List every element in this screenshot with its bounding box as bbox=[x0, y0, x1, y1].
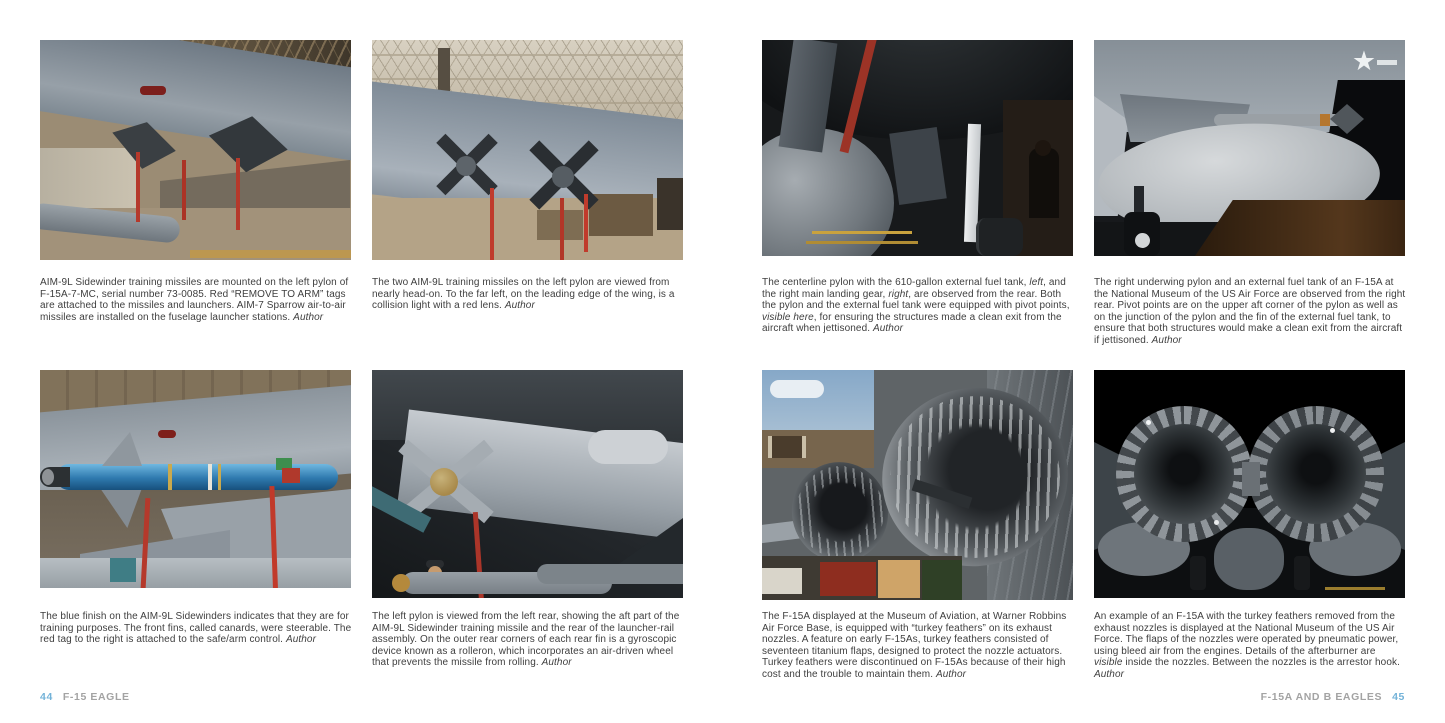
exhibit-banner-shape bbox=[820, 562, 876, 596]
remove-to-arm-tag-shape bbox=[584, 194, 588, 252]
caption-nozzles-rear: An example of an F-15A with the turkey feathers removed from the exhaust nozzles is displayed at the National Museum of the US Air Force. The flaps of the nozzles were operated by pneumatic power, using bleed air from the engines. Details of the afterburner are visible inside the nozzles. Between the nozzles is the arrestor hook. Author bbox=[1094, 611, 1400, 680]
caption-right-pylon-tank: The right underwing pylon and an external fuel tank of an F-15A at the National Museum of the US Air Force are observed from the right rear. Pivot points are on the upper aft corner of the pylon as well as on the junction of the pylon and the fin of the external fuel tank, to ensure that both structures would make a clean exit from the aircraft if jettisoned. Author bbox=[1094, 277, 1406, 346]
missile-band-shape bbox=[168, 464, 172, 490]
photo-launcher-rail-rear bbox=[372, 370, 683, 598]
photo-centerline-pylon-tank bbox=[762, 40, 1073, 256]
yellow-railing-shape bbox=[806, 241, 918, 244]
page-number-left: 44 bbox=[40, 691, 53, 703]
cloud-shape bbox=[770, 380, 824, 398]
yellow-railing-shape bbox=[812, 231, 912, 234]
caption-aim9l-left-pylon: AIM-9L Sidewinder training missiles are mounted on the left pylon of F-15A-7-MC, serial number 73-0085. Red “REMOVE TO ARM” tags are attached to the missiles and launchers. AIM-7 Sparrow air-to-air missiles are installed on the fuselage launcher stations. Author bbox=[40, 277, 349, 323]
missile-band-shape bbox=[1320, 114, 1330, 126]
footer-left bbox=[40, 691, 130, 703]
seeker-head-shape bbox=[42, 469, 54, 485]
left-nozzle-feathers-shape bbox=[796, 466, 884, 558]
caption-turkey-feathers: The F-15A displayed at the Museum of Aviation, at Warner Robbins Air Force Base, is equipped with “turkey feathers” on its exhaust nozzles. A feature on early F-15As, turkey feathers consisted of seventeen titanium flaps, designed to protect the nozzle actuators. Turkey feathers were discontinued on F-15As because of their high cost and the trouble to maintain them. Author bbox=[762, 611, 1067, 680]
landing-gear-tire-shape bbox=[976, 218, 1023, 256]
us-star-insignia-icon: ★ bbox=[1351, 46, 1377, 76]
footer-right bbox=[1261, 691, 1405, 703]
missile-nose-shape bbox=[552, 166, 574, 188]
arrestor-hook-mount-shape bbox=[1242, 462, 1260, 496]
centerline-tank-shape bbox=[1214, 528, 1284, 590]
beacon-light-shape bbox=[140, 86, 166, 95]
rail-fairing-shape bbox=[588, 430, 668, 464]
gear-door-shape bbox=[889, 127, 947, 205]
missile-band-shape bbox=[208, 464, 212, 490]
glint-shape bbox=[1214, 520, 1219, 525]
caption-aim9l-head-on: The two AIM-9L training missiles on the left pylon are viewed from nearly head-on. To the far left, on the leading edge of the wing, is a collision light with a red lens. Author bbox=[372, 277, 675, 312]
caption-launcher-rail: The left pylon is viewed from the left rear, showing the aft part of the AIM-9L Sidewinder training missile and the rear of the launcher-rail assembly. On the outer rear corners of each rear fin is a gyroscopic device known as a rolleron, which incorporates an air-driven wheel that prevents the missile from rolling. Author bbox=[372, 611, 680, 669]
visitor-head-shape bbox=[1035, 140, 1051, 156]
landing-gear-shape bbox=[1294, 556, 1310, 590]
caption-blue-sidewinder: The blue finish on the AIM-9L Sidewinders indicates that they are for training purposes. The front fins, called canards, were steerable. The red tag to the right is attached to the safe/arm control. Author bbox=[40, 611, 352, 646]
window-shape bbox=[768, 436, 806, 458]
crate-shape bbox=[589, 194, 653, 236]
exhibit-case-shape bbox=[762, 568, 802, 594]
remove-to-arm-tag-shape bbox=[560, 198, 564, 260]
right-afterburner-shape bbox=[1266, 424, 1366, 524]
photo-right-pylon-external-tank bbox=[1094, 40, 1405, 256]
footer-section-left: F-15 EAGLE bbox=[62, 691, 130, 703]
floor-marking-shape bbox=[1325, 587, 1385, 590]
exhibit-wall-shape bbox=[878, 560, 920, 598]
remove-to-arm-tag-shape bbox=[236, 158, 240, 230]
missile-seeker-shape bbox=[392, 574, 410, 592]
remove-to-arm-tag-shape bbox=[136, 152, 140, 222]
wheel-hub-shape bbox=[1135, 233, 1150, 248]
foliage-shape bbox=[922, 560, 962, 600]
equipment-shape bbox=[657, 178, 683, 230]
visitor-silhouette-shape bbox=[1029, 148, 1059, 218]
glint-shape bbox=[1146, 420, 1151, 425]
remove-to-arm-tag-shape bbox=[182, 160, 186, 220]
floor-railing-shape bbox=[190, 250, 351, 258]
photo-turkey-feathers bbox=[762, 370, 1073, 600]
photo-nozzles-rear-view bbox=[1094, 370, 1405, 598]
photo-aim9l-left-pylon bbox=[40, 40, 351, 260]
photo-aim9l-head-on bbox=[372, 40, 683, 260]
missile-band-shape bbox=[218, 464, 221, 490]
fuel-tank-end-shape bbox=[762, 128, 894, 256]
beacon-light-shape bbox=[158, 430, 176, 438]
glint-shape bbox=[1330, 428, 1335, 433]
lower-missile-shape bbox=[40, 558, 351, 588]
left-afterburner-shape bbox=[1134, 424, 1234, 524]
landing-gear-shape bbox=[1190, 556, 1206, 590]
lower-missile-shape bbox=[537, 564, 683, 584]
missile-nose-shape bbox=[456, 156, 476, 176]
rolleron-hub-shape bbox=[430, 468, 458, 496]
missile-band-shape bbox=[110, 558, 136, 582]
insignia-bar-shape bbox=[1377, 60, 1397, 65]
caption-centerline-pylon: The centerline pylon with the 610-gallon external fuel tank, left, and the right main landing gear, right, are observed from the rear. Both the pylon and the external fuel tank were equipped with pivot points, visible here, for ensuring the structures made a clean exit from the aircraft when jettisoned. Author bbox=[762, 277, 1070, 335]
right-nozzle-feathers-shape bbox=[890, 396, 1060, 558]
red-tag-shape bbox=[282, 468, 300, 483]
remove-to-arm-tag-shape bbox=[490, 188, 494, 260]
page-number-right: 45 bbox=[1392, 691, 1405, 703]
photo-blue-sidewinder bbox=[40, 370, 351, 588]
footer-section-right: F-15A AND B EAGLES bbox=[1260, 691, 1383, 703]
